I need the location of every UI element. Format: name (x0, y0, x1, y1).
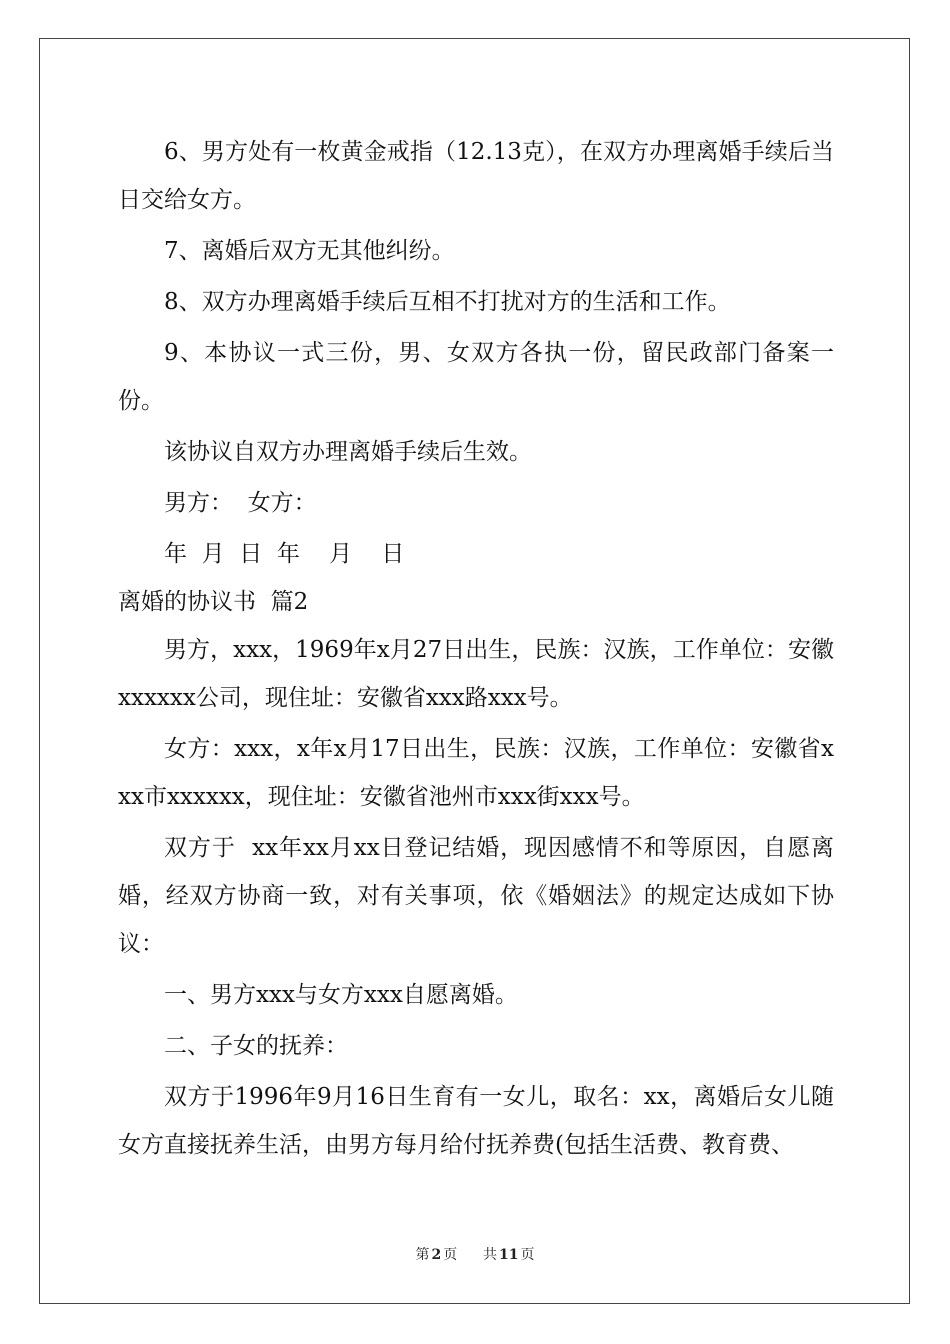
total-pages (481, 1247, 536, 1263)
page-number (413, 1247, 459, 1263)
paragraph-effective: 该协议自双方办理离婚手续后生效。 (164, 439, 532, 465)
paragraph-wife-info: 女方：xxx，x年x月17日出生，民族：汉族，工作单位：安徽省xxx市xxxxxx，现住址：安徽省池州市xxx街xxx号。 (118, 736, 834, 810)
date-line: 年 月 日 年 月 日 (164, 541, 405, 567)
page-prefix: 第 (415, 1247, 430, 1263)
page-suffix: 页 (443, 1247, 458, 1263)
current-page: 2 (431, 1247, 442, 1263)
signature-line: 男方： 女方： (164, 490, 317, 516)
paragraph-clause-2: 二、子女的抚养： (164, 1033, 348, 1059)
paragraph-item-8: 8、双方办理离婚手续后互相不打扰对方的生活和工作。 (164, 289, 731, 315)
paragraph-item-6: 6、男方处有一枚黄金戒指（12.13克），在双方办理离婚手续后当日交给女方。 (118, 139, 834, 213)
section-heading: 离婚的协议书 篇2 (118, 589, 309, 615)
total-suffix: 页 (520, 1247, 535, 1263)
paragraph-child-custody: 双方于1996年9月16日生育有一女儿，取名：xx，离婚后女儿随女方直接抚养生活，由男方每月给付抚养费(包括生活费、教育费、 (118, 1084, 834, 1158)
paragraph-marriage-info: 双方于 xx年xx月xx日登记结婚，现因感情不和等原因，自愿离婚，经双方协商一致，对有关事项，依《婚姻法》的规定达成如下协议： (118, 835, 834, 957)
paragraph-clause-1: 一、男方xxx与女方xxx自愿离婚。 (164, 982, 518, 1008)
paragraph-item-9: 9、本协议一式三份，男、女双方各执一份，留民政部门备案一份。 (118, 340, 834, 414)
page-footer (0, 1244, 950, 1264)
paragraph-item-7: 7、离婚后双方无其他纠纷。 (164, 238, 455, 264)
total-prefix: 共 (483, 1247, 498, 1263)
paragraph-husband-info: 男方，xxx，1969年x月27日出生，民族：汉族，工作单位：安徽xxxxxx公司，现住址：安徽省xxx路xxx号。 (118, 637, 834, 711)
document-body (118, 128, 834, 1169)
total-count: 11 (499, 1247, 519, 1263)
